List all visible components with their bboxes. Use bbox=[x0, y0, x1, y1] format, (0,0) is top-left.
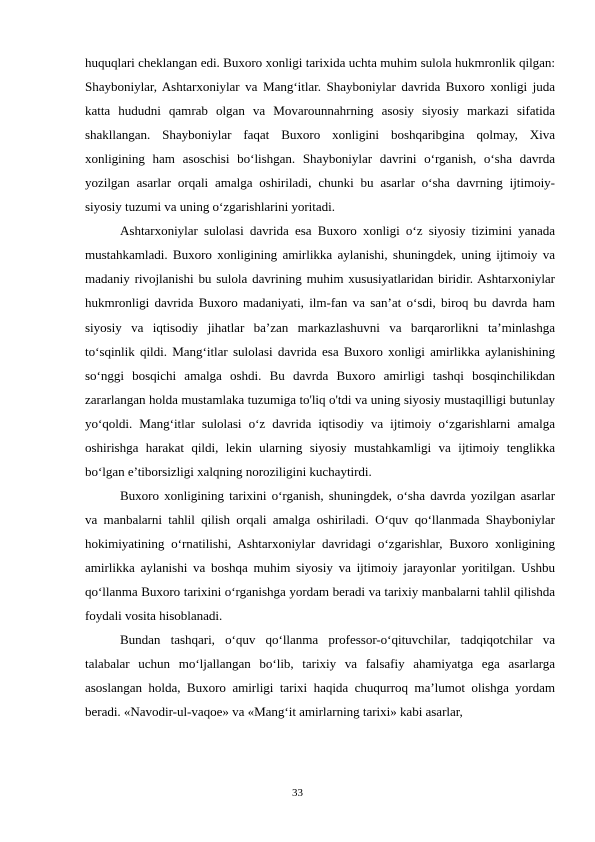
page-number: 33 bbox=[292, 787, 303, 799]
paragraph-4: Bundan tashqari, o‘quv qo‘llanma professor-o‘qituvchilar, tadqiqotchilar va talabalar uchun mo‘ljallangan bo‘lib, tarixiy va falsafiy ahamiyatga ega asarlarga asoslangan holda, Buxoro amirligi tarixi haqida chuqurroq ma’lumot olishga yordam beradi. «Navodir-ul-vaqoe» va «Mang‘it amirlarning tarixi» kabi asarlar, bbox=[85, 632, 555, 720]
body-text bbox=[85, 51, 555, 724]
paragraph-1: huquqlari cheklangan edi. Buxoro xonligi tarixida uchta muhim sulola hukmronlik qilgan: Shayboniylar, Ashtarxoniylar va Mang‘itlar. Shayboniylar davrida Buxoro xonligi juda katta hududni qamrab olgan va Movarounnahrning asosiy siyosiy markazi sifatida shakllangan. Shayboniylar faqat Buxoro xonligini boshqaribgina qolmay, Xiva xonligining ham asoschisi bo‘lishgan. Shayboniylar davrini o‘rganish, o‘sha davrda yozilgan asarlar orqali amalga oshiriladi, chunki bu asarlar o‘sha davrning ijtimoiy-siyosiy tuzumi va uning o‘zgarishlarini yoritadi. bbox=[85, 55, 555, 215]
paragraph-2: Ashtarxoniylar sulolasi davrida esa Buxoro xonligi o‘z siyosiy tizimini yanada mustahkamladi. Buxoro xonligining amirlikka aylanishi, shuningdek, uning ijtimoiy va madaniy rivojlanishi bu sulola davrining muhim xususiyatlaridan biridir. Ashtarxoniylar hukmronligi davrida Buxoro madaniyati, ilm-fan va san’at o‘sdi, biroq bu davrda ham siyosiy va iqtisodiy jihatlar ba’zan markazlashuvni va barqarorlikni ta’minlashga to‘sqinlik qildi. Mang‘itlar sulolasi davrida esa Buxoro xonligi amirlikka aylanishining so‘nggi bosqichi amalga oshdi. Bu davrda Buxoro amirligi tashqi bosqinchilikdan zararlangan holda mustamlaka tuzumiga to'liq o'tdi va uning siyosiy mustaqilligi butunlay yo‘qoldi. Mang‘itlar sulolasi o‘z davrida iqtisodiy va ijtimoiy o‘zgarishlarni amalga oshirishga harakat qildi, lekin ularning siyosiy mustahkamligi va ijtimoiy tenglikka bo‘lgan e’tiborsizligi xalqning noroziligini kuchaytirdi. bbox=[85, 223, 555, 479]
paragraph-3: Buxoro xonligining tarixini o‘rganish, shuningdek, o‘sha davrda yozilgan asarlar va manbalarni tahlil qilish orqali amalga oshiriladi. O‘quv qo‘llanmada Shayboniylar hokimiyatining o‘rnatilishi, Ashtarxoniylar davridagi o‘zgarishlar, Buxoro xonligining amirlikka aylanishi va boshqa muhim siyosiy va ijtimoiy jarayonlar yoritilgan. Ushbu qo‘llanma Buxoro tarixini o‘rganishga yordam beradi va tarixiy manbalarni tahlil qilishda foydali vosita hisoblanadi. bbox=[85, 487, 555, 624]
